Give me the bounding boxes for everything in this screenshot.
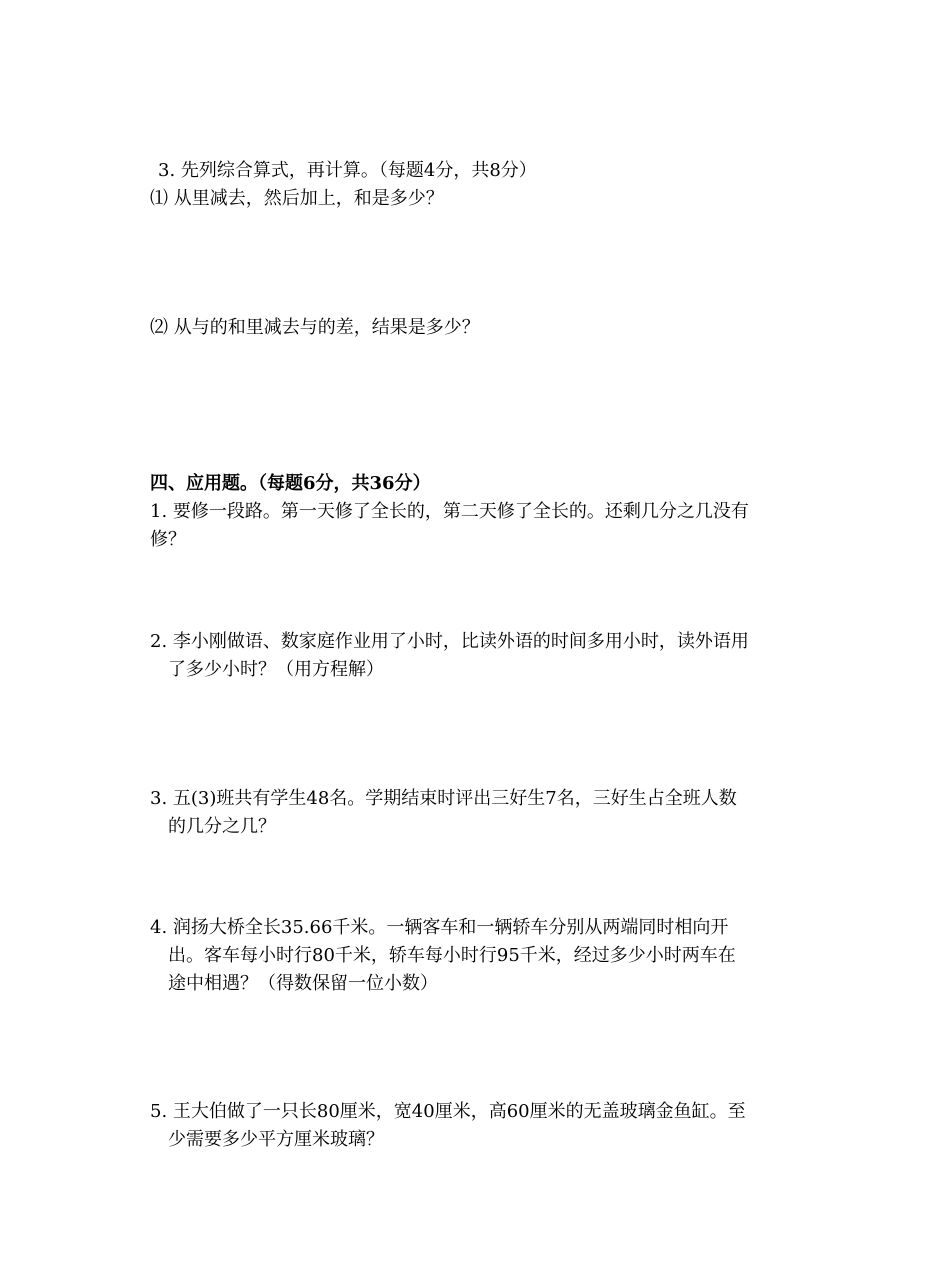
- section-3-question-2: ⑵ 从与的和里减去与的差，结果是多少？: [150, 317, 480, 338]
- problem-2-line-1: 2. 李小刚做语、数家庭作业用了小时，比读外语的时间多用小时，读外语用: [150, 631, 749, 652]
- problem-4-line-2: 出。客车每小时行80千米，轿车每小时行95千米，经过多少小时两车在: [168, 945, 736, 966]
- problem-1-line-2: 修？: [150, 529, 186, 550]
- problem-3-line-1: 3. 五(3)班共有学生48名。学期结束时评出三好生7名，三好生占全班人数: [150, 788, 737, 809]
- section-3-heading: 3. 先列综合算式，再计算。（每题4分，共8分）: [158, 160, 537, 181]
- problem-2-line-2: 了多少小时？（用方程解）: [168, 659, 384, 680]
- problem-1-line-1: 1. 要修一段路。第一天修了全长的，第二天修了全长的。还剩几分之几没有: [150, 501, 749, 522]
- section-4-heading: 四、应用题。（每题6分，共36分）: [150, 473, 431, 494]
- problem-5-line-2: 少需要多少平方厘米玻璃？: [168, 1129, 384, 1150]
- problem-4-line-1: 4. 润扬大桥全长35.66千米。一辆客车和一辆轿车分别从两端同时相向开: [150, 917, 729, 938]
- problem-4-line-3: 途中相遇？（得数保留一位小数）: [168, 973, 438, 994]
- problem-3-line-2: 的几分之几？: [168, 816, 276, 837]
- problem-5-line-1: 5. 王大伯做了一只长80厘米，宽40厘米，高60厘米的无盖玻璃金鱼缸。至: [150, 1101, 746, 1122]
- section-3-question-1: ⑴ 从里减去，然后加上，和是多少？: [150, 188, 444, 209]
